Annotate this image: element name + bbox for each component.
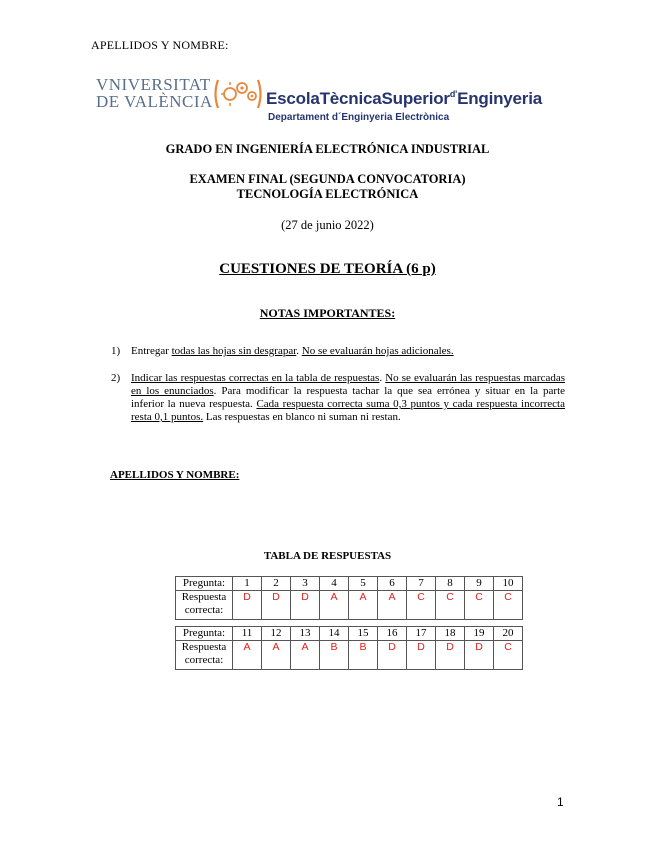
- note-text-part: .: [379, 372, 386, 384]
- university-logo: [96, 76, 216, 112]
- degree-title: GRADO EN INGENIERÍA ELECTRÓNICA INDUSTRIAL: [165, 142, 490, 156]
- student-name-label: APELLIDOS Y NOMBRE:: [110, 469, 240, 481]
- question-number: 3: [291, 577, 320, 591]
- answers-table: [175, 576, 523, 670]
- question-number: 2: [262, 577, 291, 591]
- answer-cell[interactable]: D: [378, 641, 407, 670]
- answer-cell[interactable]: C: [436, 591, 465, 620]
- page-number: 1: [557, 795, 564, 809]
- answer-cell[interactable]: C: [407, 591, 436, 620]
- question-number: 16: [378, 627, 407, 641]
- note-item: [111, 372, 565, 428]
- answer-label-line: correcta:: [184, 604, 224, 616]
- answer-cell[interactable]: C: [494, 591, 523, 620]
- question-number: 17: [407, 627, 436, 641]
- exam-title: EXAMEN FINAL (SEGUNDA CONVOCATORIA): [189, 172, 466, 186]
- school-emblem-icon: [212, 76, 264, 112]
- answer-label-line: Respuesta: [181, 641, 227, 653]
- note-text-part: Entregar: [131, 345, 172, 357]
- answer-cell[interactable]: A: [378, 591, 407, 620]
- note-text-part: Indicar las respuestas correctas en la tabla de respuestas: [131, 372, 380, 384]
- note-item: [111, 345, 565, 359]
- answer-cell[interactable]: A: [262, 641, 291, 670]
- note-text: [131, 372, 565, 424]
- question-number: 4: [320, 577, 349, 591]
- note-text-part: todas las hojas sin desgrapar: [171, 345, 297, 357]
- question-number: 11: [233, 627, 262, 641]
- answer-cell[interactable]: C: [494, 641, 523, 670]
- answer-row: [176, 591, 523, 620]
- question-number: 5: [349, 577, 378, 591]
- question-number: 18: [436, 627, 465, 641]
- answer-cell[interactable]: D: [233, 591, 262, 620]
- answer-row: [176, 641, 523, 670]
- school-name-end: Enginyeria: [457, 89, 542, 108]
- answer-cell[interactable]: C: [465, 591, 494, 620]
- answer-cell[interactable]: A: [320, 591, 349, 620]
- university-name-line1: VNIVERSITAT: [96, 75, 211, 94]
- question-number: 15: [349, 627, 378, 641]
- table-spacer-row: [176, 620, 523, 627]
- answers-table-title: TABLA DE RESPUESTAS: [263, 550, 392, 562]
- question-number: 19: [465, 627, 494, 641]
- question-number: 9: [465, 577, 494, 591]
- answer-cell[interactable]: D: [407, 641, 436, 670]
- note-number: 1): [111, 345, 121, 357]
- answer-label-line: Respuesta: [181, 591, 227, 603]
- answer-cell[interactable]: D: [291, 591, 320, 620]
- school-name-apostrophe: d': [449, 89, 458, 99]
- question-number: 1: [233, 577, 262, 591]
- answer-cell[interactable]: A: [349, 591, 378, 620]
- school-name: [266, 89, 542, 109]
- question-number: 20: [494, 627, 523, 641]
- subject-title: TECNOLOGÍA ELECTRÓNICA: [236, 187, 419, 201]
- question-number: 7: [407, 577, 436, 591]
- exam-date: (27 de junio 2022): [281, 218, 374, 232]
- note-text-part: Las respuestas en blanco ni suman ni restan.: [203, 411, 401, 423]
- table-spacer: [176, 620, 523, 627]
- answer-cell[interactable]: D: [262, 591, 291, 620]
- question-label: Pregunta:: [176, 627, 233, 641]
- answer-cell[interactable]: D: [465, 641, 494, 670]
- department-name: Departament d´Enginyeria Electrònica: [268, 112, 450, 123]
- answer-label-line: correcta:: [184, 654, 224, 666]
- answer-cell[interactable]: A: [291, 641, 320, 670]
- note-text-part: .: [296, 345, 302, 357]
- question-number: 12: [262, 627, 291, 641]
- question-number: 6: [378, 577, 407, 591]
- header-name-label: APELLIDOS Y NOMBRE:: [91, 38, 229, 52]
- question-row: [176, 577, 523, 591]
- answer-cell[interactable]: B: [349, 641, 378, 670]
- note-text-part: . Para modificar la respuesta tachar la que sea errónea y situar en la parte inferior la nueva respuesta.: [131, 385, 566, 410]
- university-name-line2: DE VALÈNCIA: [96, 92, 213, 111]
- note-number: 2): [111, 372, 121, 384]
- note-text: [131, 345, 565, 358]
- question-number: 10: [494, 577, 523, 591]
- answer-cell[interactable]: A: [233, 641, 262, 670]
- question-label: Pregunta:: [176, 577, 233, 591]
- answer-label: [176, 641, 233, 670]
- answer-cell[interactable]: D: [436, 641, 465, 670]
- question-number: 14: [320, 627, 349, 641]
- answer-cell[interactable]: B: [320, 641, 349, 670]
- school-name-main: EscolaTècnicaSuperior: [266, 89, 450, 108]
- question-number: 8: [436, 577, 465, 591]
- notes-title: NOTAS IMPORTANTES:: [259, 306, 396, 320]
- question-row: [176, 627, 523, 641]
- note-text-part: Cada respuesta correcta suma 0,3 puntos y cada respuesta incorrecta resta 0,1 puntos.: [131, 398, 565, 423]
- section-heading: CUESTIONES DE TEORÍA (6 p): [219, 261, 436, 277]
- note-text-part: No se evaluarán las respuestas marcadas en los enunciados: [131, 372, 566, 397]
- answer-label: [176, 591, 233, 620]
- question-number: 13: [291, 627, 320, 641]
- note-text-part: No se evaluarán hojas adicionales.: [301, 345, 454, 357]
